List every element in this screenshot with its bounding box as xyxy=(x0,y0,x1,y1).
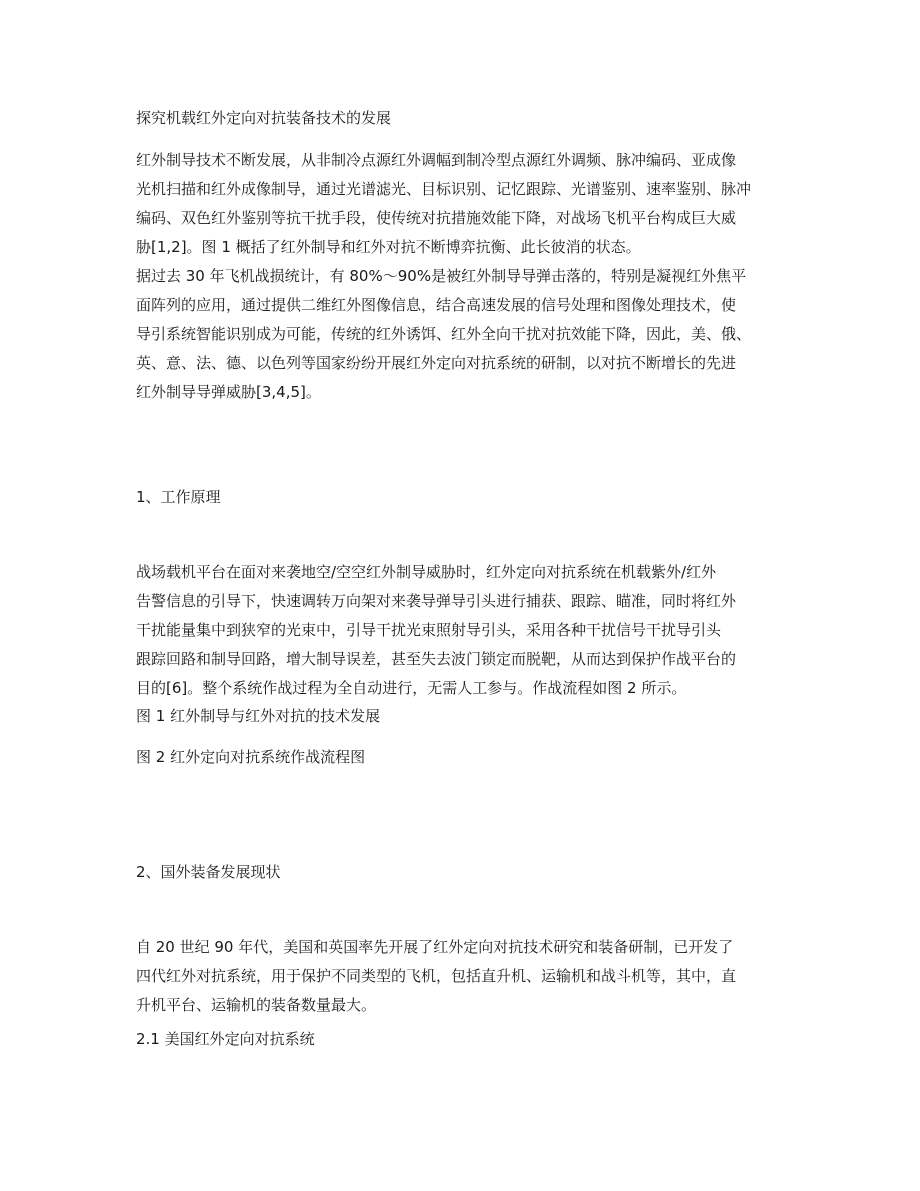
text-line: 红外制导技术不断发展，从非制冷点源红外调幅到制冷型点源红外调频、脉冲编码、亚成像 xyxy=(136,151,737,169)
text-line: 跟踪回路和制导回路，增大制导误差，甚至失去波门锁定而脱靶，从而达到保护作战平台的 xyxy=(136,650,737,668)
text-line: 红外制导导弹威胁[3,4,5]。 xyxy=(136,383,321,401)
text-line: 战场载机平台在面对来袭地空/空空红外制导威胁时，红外定向对抗系统在机载紫外/红外 xyxy=(136,563,717,581)
text-line: 英、意、法、德、以色列等国家纷纷开展红外定向对抗系统的研制，以对抗不断增长的先进 xyxy=(136,354,737,372)
figure-caption-2 xyxy=(136,743,784,772)
paragraph-foreign-status xyxy=(136,933,784,1020)
title-text: 探究机载红外定向对抗装备技术的发展 xyxy=(136,109,392,127)
text-line: 编码、双色红外鉴别等抗干扰手段，使传统对抗措施效能下降，对战场飞机平台构成巨大威 xyxy=(136,209,737,227)
text-line: 告警信息的引导下，快速调转万向架对来袭导弹导引头进行捕获、跟踪、瞄准，同时将红外 xyxy=(136,592,737,610)
document-title xyxy=(136,104,784,133)
text-line: 光机扫描和红外成像制导，通过光谱滤光、目标识别、记忆跟踪、光谱鉴别、速率鉴别、脉冲 xyxy=(136,180,752,198)
text-line: 四代红外对抗系统，用于保护不同类型的飞机，包括直升机、运输机和战斗机等，其中，直 xyxy=(136,967,737,985)
text-line: 胁[1,2]。图 1 概括了红外制导和红外对抗不断博弈抗衡、此长彼消的状态。 xyxy=(136,238,641,256)
paragraph-statistics xyxy=(136,262,784,407)
paragraph-intro xyxy=(136,146,784,262)
subsection-heading-us-system xyxy=(136,1025,784,1054)
caption-text: 图 2 红外定向对抗系统作战流程图 xyxy=(136,748,366,766)
figure-caption-1 xyxy=(136,702,784,731)
heading-text: 2.1 美国红外定向对抗系统 xyxy=(136,1030,315,1048)
section-heading-foreign-status xyxy=(136,858,784,887)
paragraph-principle xyxy=(136,558,784,703)
text-line: 面阵列的应用，通过提供二维红外图像信息，结合高速发展的信号处理和图像处理技术，使 xyxy=(136,296,737,314)
heading-text: 1、工作原理 xyxy=(136,488,221,506)
text-line: 目的[6]。整个系统作战过程为全自动进行，无需人工参与。作战流程如图 2 所示。 xyxy=(136,679,687,697)
text-line: 据过去 30 年飞机战损统计，有 80%～90%是被红外制导导弹击落的，特别是凝视红外焦平 xyxy=(136,267,747,285)
text-line: 升机平台、运输机的装备数量最大。 xyxy=(136,996,377,1014)
section-heading-principle xyxy=(136,483,784,512)
text-line: 自 20 世纪 90 年代，美国和英国率先开展了红外定向对抗技术研究和装备研制，已开发了 xyxy=(136,938,734,956)
text-line: 导引系统智能识别成为可能，传统的红外诱饵、红外全向干扰对抗效能下降，因此，美、俄、 xyxy=(136,325,752,343)
heading-text: 2、国外装备发展现状 xyxy=(136,863,281,881)
text-line: 干扰能量集中到狭窄的光束中，引导干扰光束照射导引头，采用各种干扰信号干扰导引头 xyxy=(136,621,722,639)
caption-text: 图 1 红外制导与红外对抗的技术发展 xyxy=(136,707,381,725)
